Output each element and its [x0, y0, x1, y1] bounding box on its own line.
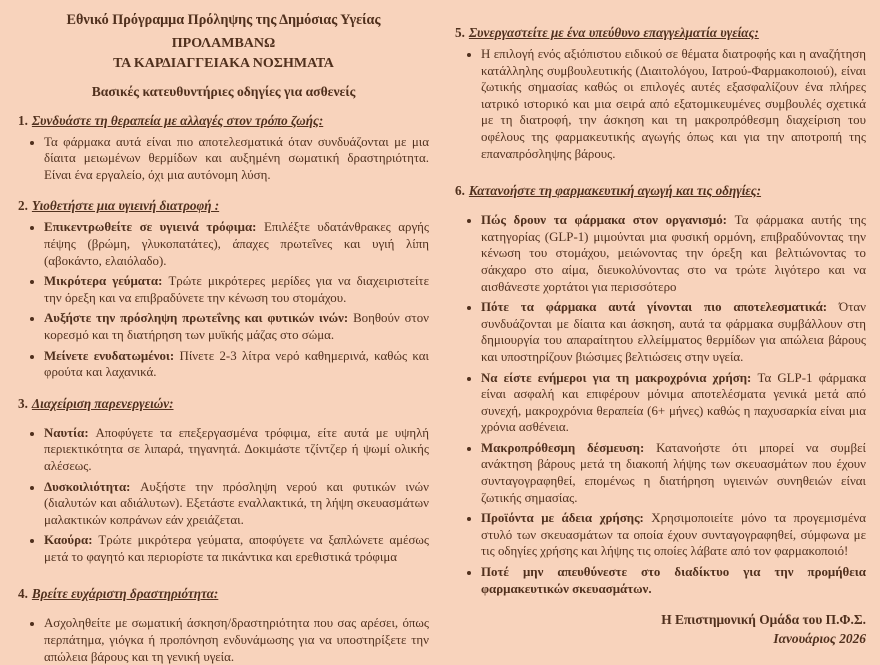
- bullet-text: Η επιλογή ενός αξιόπιστου ειδικού σε θέματα διατροφής και η αναζήτηση κατάλληλης συμβουλευτικής (Διαιτολόγου, Ιατρού-Φαρμακοποιού), είναι ζωτικής σημασίας καθώς οι επιλογές αυτές εξασφαλίζουν ένα πλήρες ιατρικό ιστορικό και μια σειρά από εξατομικευμένες συμβουλές σχετικά με τη διατροφή, την άσκηση και τη μακροπρόθεσμη διαχείριση του οφέλους της φαρμακευτικής αγωγής όπως και για την αποτροπή της επαναπρόσληψης βάρους.: [481, 47, 866, 161]
- section-6-heading: [455, 183, 866, 199]
- right-column: [455, 12, 866, 647]
- section-4-heading: [18, 586, 429, 602]
- bullet-lead: Ποτέ μην απευθύνεστε στο διαδίκτυο για την προμήθεια φαρμακευτικών σκευασμάτων.: [481, 565, 866, 596]
- bullet-text: Ασχοληθείτε με σωματική άσκηση/δραστηριότητα που σας αρέσει, όπως περπάτημα, γιόγκα ή προπόνηση ενδυνάμωσης για να υποστηρίξετε την απώλεια βάρους και τη γενική υγεία.: [44, 616, 429, 664]
- bullet-text: Χρησιμοποιείτε μόνο τα προγεμισμένα στυλό των σκευασμάτων τα οποία έχουν συνταγογραφηθεί, σύμφωνα με τις οδηγίες χρήσης και λήψης τις οποίες λάβατε από τον φαρμακοποιό!: [481, 511, 866, 559]
- bullet-text: Τα φάρμακα αυτής της κατηγορίας (GLP-1) μιμούνται μια φυσική ορμόνη, επιβραδύνοντας την κένωση του στομάχου, μειώνοντας την όρεξη και βελτιώνοντας το σάκχαρο στο αίμα, διευκολύνοντας στο να τρώτε λιγότερο και να αισθάνεστε χορτάτοι για περισσότερο: [481, 213, 866, 294]
- bullet-text: Τα GLP-1 φάρμακα είναι ασφαλή και επιφέρουν μόνιμα αποτελέσματα γενικά μετά από συνεχή, μακροχρόνια θεραπεία (6+ μήνες) καθώς η παχυσαρκία είναι μια χρόνια ασθένεια.: [481, 370, 866, 435]
- bullet-lead: Μείνετε ενυδατωμένοι:: [44, 348, 180, 363]
- section-title: Βρείτε ευχάριστη δραστηριότητα:: [31, 586, 219, 602]
- bullet-text: Κατανοήστε ότι μπορεί να συμβεί ανάκτηση βάρους μετά τη διακοπή λήψης των σκευασμάτων που έχουν συνταγογραφηθεί, επομένως η διατήρηση υγιεινών συνηθειών είναι ζωτικής σημασίας.: [481, 440, 866, 505]
- section-2-heading: [18, 198, 429, 214]
- bullet-item: [481, 299, 866, 365]
- bullet-text: Τρώτε μικρότερα γεύματα, αποφύγετε να ξαπλώνετε αμέσως μετά το φαγητό και περιορίστε τα πικάντικα και ερεθιστικά τρόφιμα: [44, 533, 429, 564]
- section-2-diet: [18, 198, 429, 380]
- bullet-item: [481, 510, 866, 560]
- bullet-item: [481, 564, 866, 597]
- section-1-heading: [18, 113, 429, 129]
- section-1-bullets: [18, 134, 429, 184]
- bullet-item: [481, 212, 866, 295]
- bullet-text: Επιλέξτε υδατάνθρακες αργής πέψης (βρώμη, γλυκοπατάτες), άπαχες πρωτεΐνες και υγιή λίπη (αβοκάντο, ελαιόλαδο).: [44, 220, 430, 268]
- bullet-text: Βοηθούν στον κορεσμό και τη διατήρηση των μυϊκής μάζας στο σώμα.: [44, 311, 429, 342]
- section-title: Συνεργαστείτε με ένα υπεύθυνο επαγγελματία υγείας:: [468, 25, 759, 40]
- section-4-activity: [18, 586, 429, 665]
- bullet-lead: Αυξήστε την πρόσληψη πρωτεΐνης και φυτικών ινών:: [44, 311, 354, 326]
- section-title: Υιοθετήστε μια υγιεινή διατροφή :: [31, 198, 220, 214]
- section-number: 3.: [18, 395, 28, 411]
- bullet-lead: Δυσκοιλιότητα:: [44, 479, 141, 494]
- section-number: 5.: [455, 25, 465, 40]
- bullet-text: Αυξήστε την πρόσληψη νερού και φυτικών ινών (διαλυτών και αδιάλυτων). Εξετάστε εναλλακτικά, τη λήψη σκευασμάτων μαλακτικών κοπράνων εάν χρειάζεται.: [44, 479, 430, 527]
- bullet-lead: Ναυτία:: [44, 425, 96, 440]
- bullet-lead: Προϊόντα με άδεια χρήσης:: [481, 511, 652, 526]
- section-6-bullets: [455, 212, 866, 597]
- bullet-item: [481, 440, 866, 506]
- footer-date: Ιανουάριος 2026: [773, 631, 866, 647]
- left-column: [18, 12, 430, 664]
- bullet-lead: Πότε τα φάρμακα αυτά γίνονται πιο αποτελεσματικά:: [481, 300, 839, 315]
- bullet-item: [44, 219, 429, 269]
- bullet-lead: Να είστε ενήμεροι για τη μακροχρόνια χρήση:: [481, 370, 758, 385]
- section-title: Συνδυάστε τη θεραπεία με αλλαγές στον τρόπο ζωής:: [31, 112, 324, 128]
- bullet-item: [481, 370, 866, 436]
- bullet-item: [44, 348, 429, 381]
- section-5-heading: [455, 25, 866, 41]
- section-6-medication: [455, 183, 866, 597]
- section-number: 1.: [18, 112, 28, 128]
- section-number: 4.: [18, 586, 28, 602]
- bullet-item: [481, 46, 866, 162]
- bullet-item: [44, 425, 429, 475]
- section-3-side-effects: [18, 396, 429, 566]
- section-3-heading: [18, 396, 429, 412]
- bullet-text: Αποφύγετε τα επεξεργασμένα τρόφιμα, είτε αυτά με υψηλή περιεκτικότητα σε λιπαρά, τηγανητά. Δοκιμάστε τζίντζερ ή ψωμί ολικής αλέσεως.: [44, 425, 429, 473]
- bullet-item: [44, 310, 429, 343]
- bullet-lead: Μακροπρόθεσμη δέσμευση:: [481, 440, 657, 455]
- bullet-item: [44, 273, 429, 306]
- document-header: [18, 12, 429, 100]
- program-name: Εθνικό Πρόγραμμα Πρόληψης της Δημόσιας Υγείας: [66, 12, 381, 28]
- section-number: 6.: [455, 183, 465, 199]
- bullet-item: [44, 532, 429, 565]
- title-line-2: ΤΑ ΚΑΡΔΙΑΓΓΕΙΑΚΑ ΝΟΣΗΜΑΤΑ: [113, 56, 334, 72]
- section-number: 2.: [18, 198, 28, 214]
- bullet-lead: Καούρα:: [44, 533, 99, 548]
- title-line-1: ΠΡΟΛΑΜΒΑΝΩ: [171, 36, 276, 51]
- bullet-lead: Μικρότερα γεύματα:: [44, 274, 169, 289]
- section-3-bullets: [18, 425, 429, 566]
- document-footer: [455, 612, 866, 647]
- section-title: Κατανοήστε τη φαρμακευτική αγωγή και τις οδηγίες:: [468, 183, 762, 199]
- bullet-text: Τρώτε μικρότερες μερίδες για να διαχειριστείτε την όρεξη και να επιβραδύνετε την κένωση του στομάχου.: [44, 274, 430, 305]
- section-2-bullets: [18, 219, 429, 380]
- bullet-lead: Επικεντρωθείτε σε υγιεινά τρόφιμα:: [44, 220, 264, 235]
- section-5-bullets: [455, 46, 866, 162]
- section-5-professional: [455, 25, 866, 162]
- bullet-item: [44, 479, 429, 529]
- section-title: Διαχείριση παρενεργειών:: [31, 395, 174, 411]
- section-1-lifestyle: [18, 113, 429, 184]
- bullet-item: [44, 134, 429, 184]
- bullet-text: Όταν συνδυάζονται με δίαιτα και άσκηση, αυτά τα φάρμακα συμβάλλουν στη δημιουργία του απαραίτητου ελλείμματος θερμίδων για απώλεια βάρους και υποστηρίζουν βιώσιμες βελτιώσεις στην υγεία.: [481, 300, 866, 364]
- bullet-text: Πίνετε 2-3 λίτρα νερό καθημερινά, καθώς και φρούτα και λαχανικά.: [44, 348, 429, 380]
- bullet-text: Τα φάρμακα αυτά είναι πιο αποτελεσματικά όταν συνδυάζονται με μια δίαιτα μειωμένων θερμίδων και αυξημένη σωματική δραστηριότητα. Είναι ένα εργαλείο, όχι μια αυτόνομη λύση.: [44, 134, 429, 182]
- document-subtitle: Βασικές κατευθυντήριες οδηγίες για ασθενείς: [91, 83, 356, 99]
- bullet-lead: Πώς δρουν τα φάρμακα στον οργανισμό:: [481, 213, 735, 228]
- footer-signature: Η Επιστημονική Ομάδα του Π.Φ.Σ.: [661, 612, 866, 628]
